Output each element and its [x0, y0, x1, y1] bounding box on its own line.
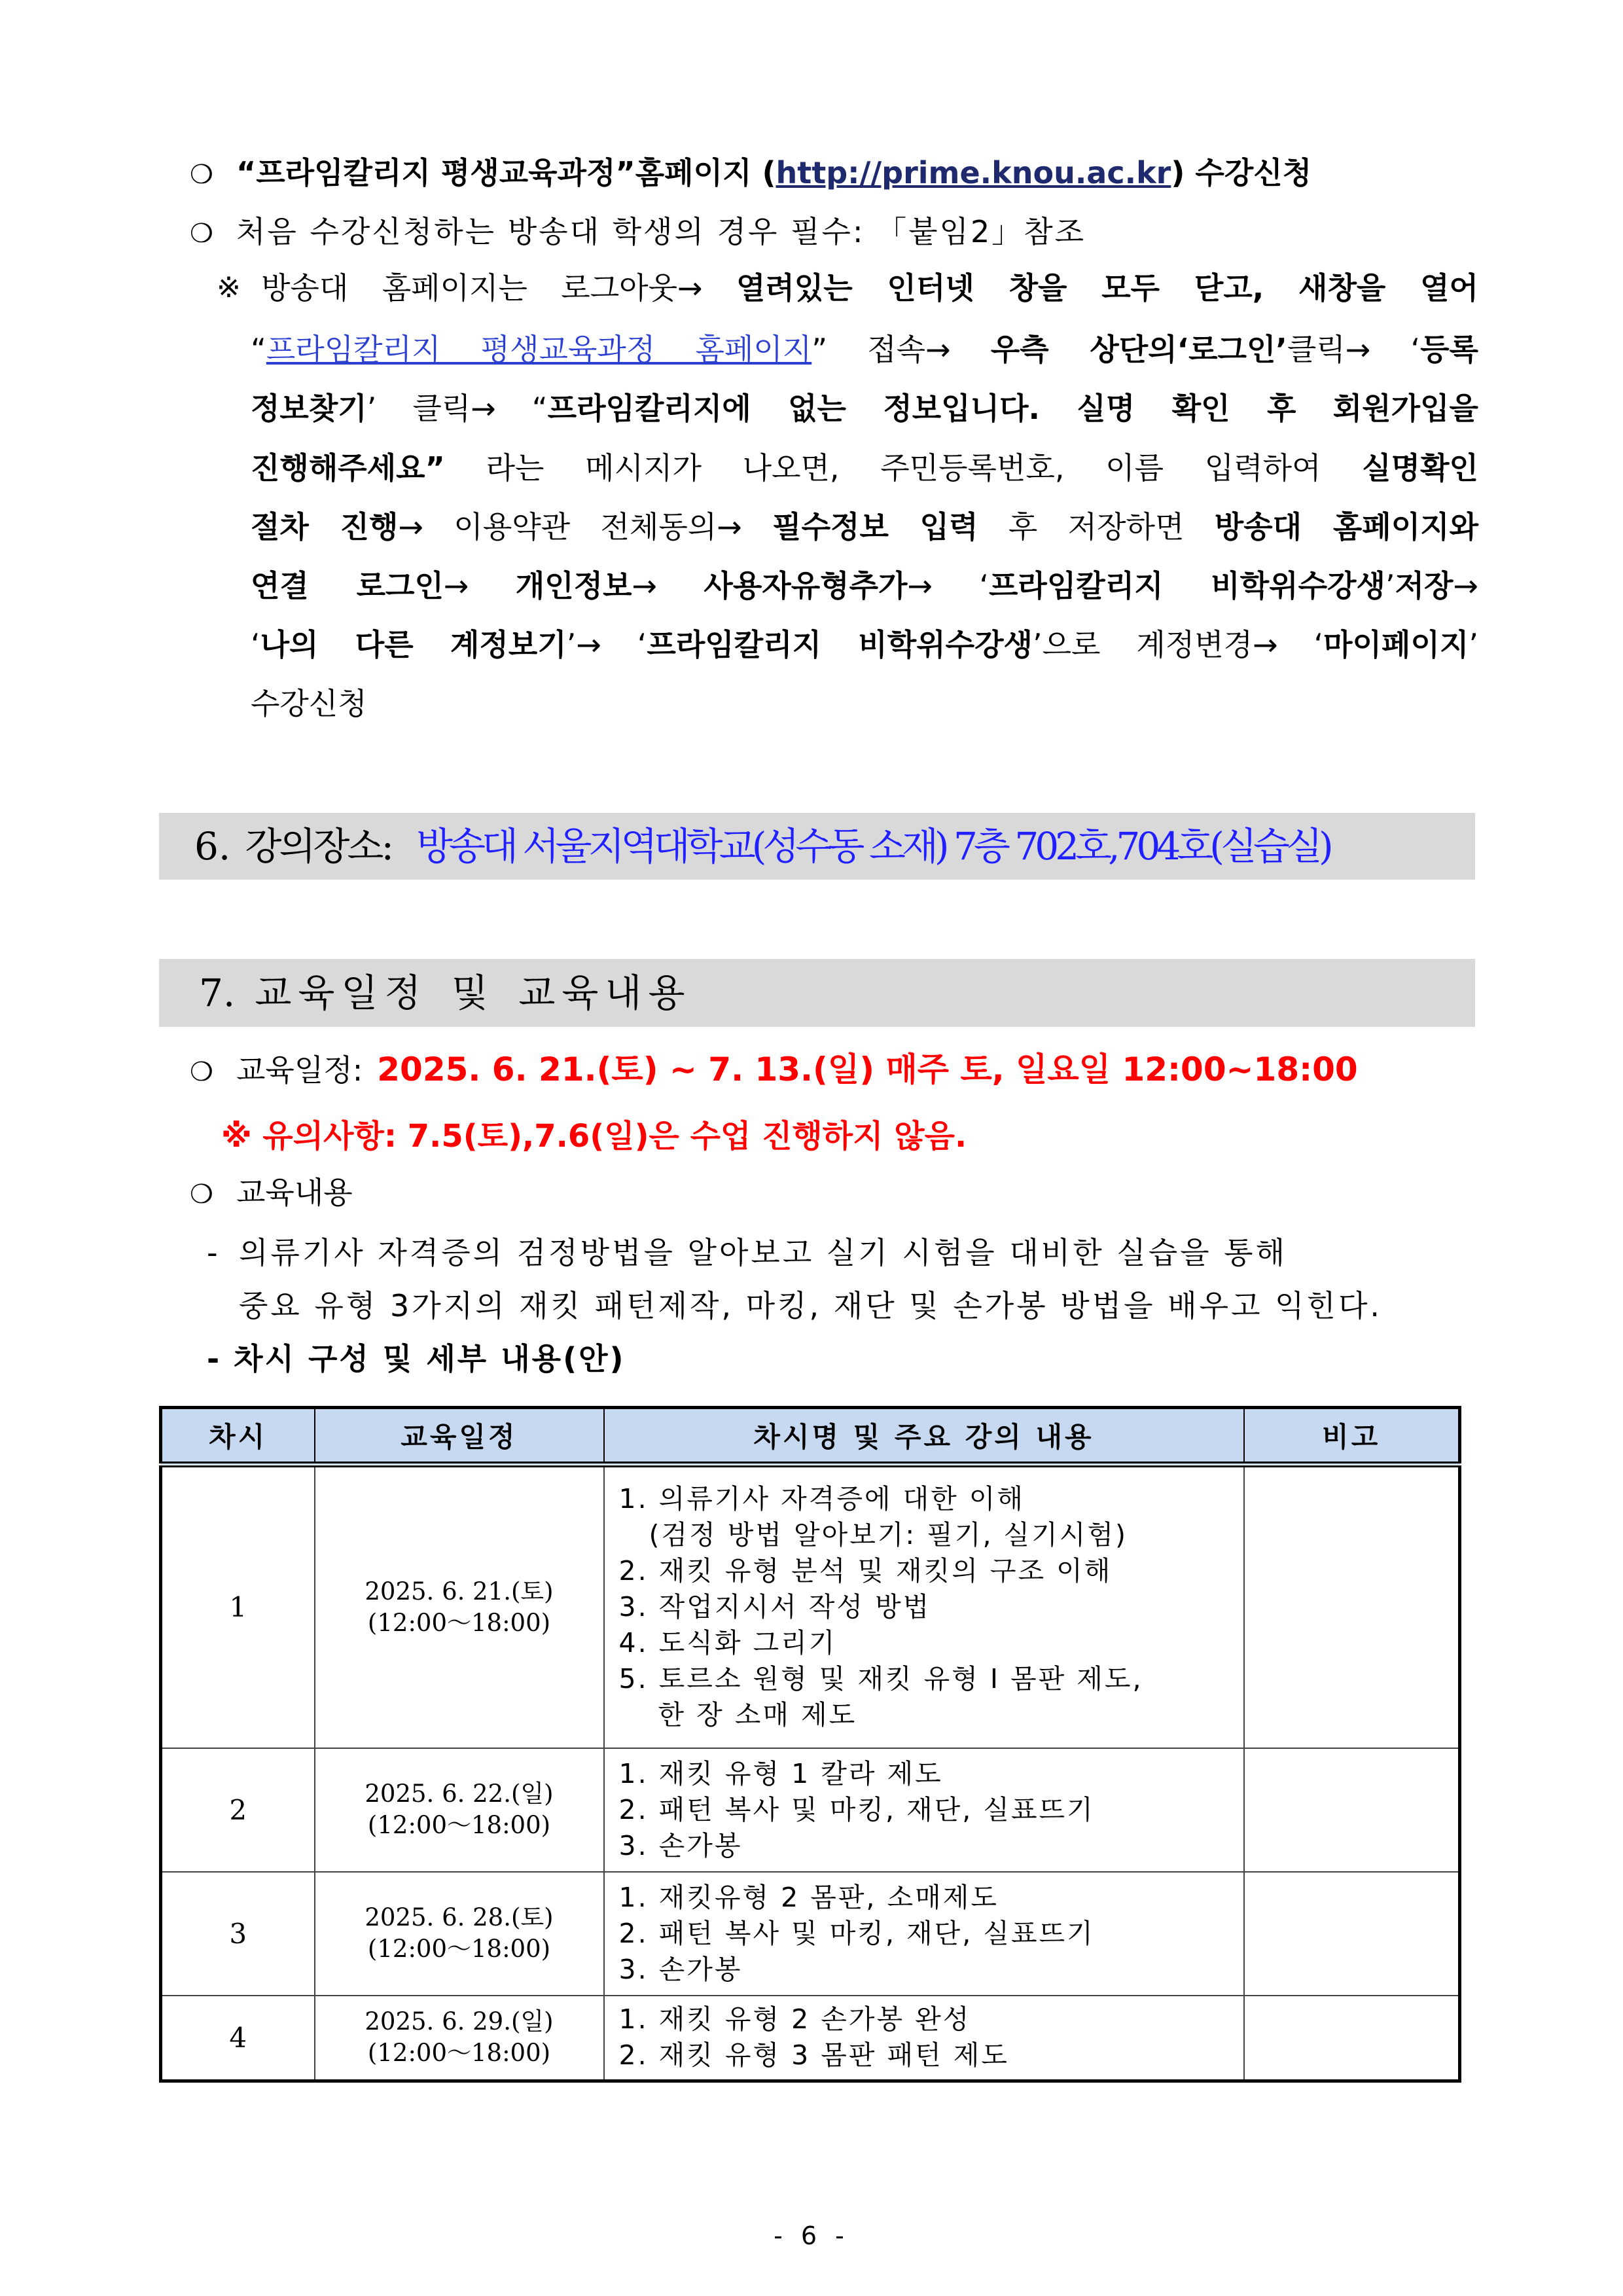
description-line-1 — [207, 1233, 1287, 1272]
table-header-row — [161, 1408, 1460, 1465]
schedule-line — [190, 1050, 1358, 1089]
note-line-7 — [251, 625, 1478, 664]
table-row — [161, 1996, 1460, 2081]
note-text: 수강신청 — [251, 686, 367, 721]
note-emphasis: 나의 다른 계정보기 — [260, 627, 567, 662]
description-text: 의류기사 자격증의 검정방법을 알아보고 실기 시험을 대비한 실습을 통해 — [239, 1235, 1288, 1270]
prime-homepage-link[interactable]: 프라임칼리지 평생교육과정 홈페이지 — [266, 332, 812, 367]
section-7-header — [159, 959, 1475, 1027]
note-text: → — [443, 568, 516, 603]
note-text: ‘ — [251, 627, 260, 662]
curriculum-table — [159, 1406, 1461, 2083]
note-line-6 — [251, 566, 1478, 605]
plan-heading: - 차시 구성 및 세부 내용(안) — [207, 1341, 626, 1376]
session-content — [604, 1872, 1244, 1996]
note-emphasis: 필수정보 입력 — [772, 509, 978, 545]
bullet-icon: ❍ — [190, 160, 213, 190]
note-line-3 — [251, 389, 1478, 428]
session-content — [604, 1465, 1244, 1748]
note-emphasis: 우측 상단의‘로그인’ — [990, 332, 1287, 367]
note-emphasis: 개인정보 — [515, 568, 632, 603]
note-emphasis: 등록 — [1420, 332, 1478, 367]
content-heading: 교육내용 — [236, 1175, 353, 1210]
note-text: ” 접속→ — [812, 332, 991, 367]
session-number: 1 — [161, 1465, 315, 1748]
session-date: 2025. 6. 28.(토) — [365, 1903, 554, 1931]
header-session: 차시 — [161, 1408, 315, 1465]
page-number: - 6 - — [774, 2221, 849, 2250]
section-6-number: 6. — [194, 824, 231, 869]
intro-item-2-text: 처음 수강신청하는 방송대 학생의 경우 필수: 「붙임2」참조 — [236, 214, 1086, 249]
table-row — [161, 1872, 1460, 1996]
content-line: 1. 의류기사 자격증에 대한 이해 — [618, 1483, 1026, 1515]
header-content: 차시명 및 주요 강의 내용 — [604, 1408, 1244, 1465]
section-7-number: 7. — [199, 971, 236, 1015]
prime-homepage-url-link[interactable]: http://prime.knou.ac.kr — [776, 155, 1171, 190]
table-row — [161, 1748, 1460, 1872]
note-line-1 — [261, 268, 1478, 308]
session-number: 2 — [161, 1748, 315, 1872]
note-emphasis: 방송대 홈페이지와 — [1214, 509, 1478, 545]
section-6-label: 강의장소: — [245, 824, 391, 869]
note-emphasis: 진행해주세요” — [251, 450, 445, 486]
note-text: → ‘ — [907, 568, 989, 603]
note-text: → — [1453, 568, 1478, 603]
remark-cell — [1244, 1748, 1460, 1872]
note-text: ’ 클릭→ “ — [366, 391, 548, 426]
note-emphasis: 절차 진행 — [251, 509, 399, 545]
note-text: → — [632, 568, 704, 603]
schedule-value: 2025. 6. 21.(토) ~ 7. 13.(일) 매주 토, 일요일 12:00~18:00 — [377, 1050, 1358, 1088]
note-marker: ※ — [217, 271, 241, 304]
note-text: 후 저장하면 — [978, 509, 1215, 545]
note-line-4 — [251, 448, 1478, 488]
session-time: (12:00～18:00) — [367, 1811, 551, 1839]
session-date: 2025. 6. 29.(일) — [365, 2007, 554, 2036]
content-line: 2. 패턴 복사 및 마킹, 재단, 실표뜨기 — [618, 1917, 1095, 1949]
note-emphasis: 마이페이지 — [1323, 627, 1469, 662]
notice-text: ※ 유의사항: 7.5(토),7.6(일)은 수업 진행하지 않음. — [221, 1118, 967, 1155]
intro-item-1 — [190, 153, 1311, 192]
session-content — [604, 1748, 1244, 1872]
content-line: 1. 재킷 유형 2 손가봉 완성 — [618, 2003, 971, 2036]
note-text: ’으로 계정변경→ ‘ — [1032, 627, 1324, 662]
section-7-title: 교육일정 및 교육내용 — [255, 971, 692, 1015]
content-line: 한 장 소매 제도 — [658, 1699, 857, 1731]
note-text: ’→ ‘ — [566, 627, 647, 662]
note-emphasis: 프라임칼리지에 없는 정보입니다. 실명 확인 후 회원가입을 — [547, 391, 1478, 426]
note-text: → 이용약관 전체동의→ — [398, 509, 773, 545]
content-line: 3. 손가봉 — [618, 1829, 743, 1861]
content-line: 5. 토르소 원형 및 재킷 유형 Ⅰ 몸판 제도, — [618, 1663, 1143, 1695]
session-number: 3 — [161, 1872, 315, 1996]
session-date-cell — [315, 1996, 604, 2081]
note-emphasis: 실명확인 — [1362, 450, 1478, 486]
note-emphasis: 프라임칼리지 비학위수강생 — [647, 627, 1033, 662]
bullet-icon: ❍ — [190, 1179, 213, 1210]
content-line: 2. 재킷 유형 분석 및 재킷의 구조 이해 — [618, 1555, 1113, 1587]
intro-item-1-suffix: ) 수강신청 — [1171, 155, 1312, 190]
description-line-2: 중요 유형 3가지의 재킷 패턴제작, 마킹, 재단 및 손가봉 방법을 배우고 익힌다. — [239, 1288, 1383, 1323]
bullet-icon: ❍ — [190, 219, 213, 249]
section-6-header — [159, 813, 1475, 880]
content-line: 2. 재킷 유형 3 몸판 패턴 제도 — [618, 2039, 1009, 2072]
intro-item-1-text: “프라임칼리지 평생교육과정”홈페이지 ( — [236, 155, 776, 190]
remark-cell — [1244, 1465, 1460, 1748]
note-line-2 — [251, 330, 1478, 369]
header-remark: 비고 — [1244, 1408, 1460, 1465]
remark-cell — [1244, 1996, 1460, 2081]
session-time: (12:00～18:00) — [367, 1935, 551, 1963]
session-date-cell — [315, 1748, 604, 1872]
content-line: (검정 방법 알아보기: 필기, 실기시험) — [649, 1519, 1128, 1551]
table-row — [161, 1465, 1460, 1748]
content-line: 2. 패턴 복사 및 마킹, 재단, 실표뜨기 — [618, 1793, 1095, 1825]
note-emphasis: 사용자유형추가 — [704, 568, 908, 603]
session-date: 2025. 6. 22.(일) — [365, 1780, 554, 1808]
session-date-cell — [315, 1872, 604, 1996]
dash-marker: - — [207, 1235, 221, 1270]
content-line: 1. 재킷유형 2 몸판, 소매제도 — [618, 1881, 999, 1913]
note-text: 방송대 홈페이지는 로그아웃→ — [261, 270, 736, 306]
note-emphasis: 프라임칼리지 비학위수강생 — [988, 568, 1385, 603]
content-line: 1. 재킷 유형 1 칼라 제도 — [618, 1757, 943, 1789]
content-heading-line — [190, 1173, 353, 1212]
note-line-8 — [251, 684, 367, 723]
session-content — [604, 1996, 1244, 2081]
lecture-location: 방송대 서울지역대학교(성수동 소재) 7층 702호,704호(실습실) — [416, 824, 1330, 869]
note-emphasis: 정보찾기 — [251, 391, 367, 426]
remark-cell — [1244, 1872, 1460, 1996]
session-number: 4 — [161, 1996, 315, 2081]
session-date: 2025. 6. 21.(토) — [365, 1577, 554, 1605]
session-time: (12:00～18:00) — [367, 2039, 551, 2068]
bullet-icon: ❍ — [190, 1057, 213, 1087]
intro-item-2 — [190, 212, 1086, 251]
note-text: ’ — [1385, 568, 1395, 603]
note-text: 라는 메시지가 나오면, 주민등록번호, 이름 입력하여 — [444, 450, 1363, 486]
session-time: (12:00～18:00) — [367, 1608, 551, 1637]
schedule-label: 교육일정: — [236, 1052, 363, 1088]
note-emphasis: 연결 로그인 — [251, 568, 444, 603]
note-line-5 — [251, 507, 1478, 547]
note-emphasis: 저장 — [1395, 568, 1454, 603]
note-text: “ — [251, 332, 266, 367]
note-text: ’ — [1469, 627, 1478, 662]
note-emphasis: 열려있는 인터넷 창을 모두 닫고, 새창을 열어 — [736, 270, 1478, 306]
content-line: 3. 작업지시서 작성 방법 — [618, 1591, 931, 1623]
session-date-cell — [315, 1465, 604, 1748]
note-text: 클릭→ ‘ — [1287, 332, 1421, 367]
content-line: 3. 손가봉 — [618, 1953, 743, 1985]
header-schedule: 교육일정 — [315, 1408, 604, 1465]
content-line: 4. 도식화 그리기 — [618, 1627, 837, 1659]
